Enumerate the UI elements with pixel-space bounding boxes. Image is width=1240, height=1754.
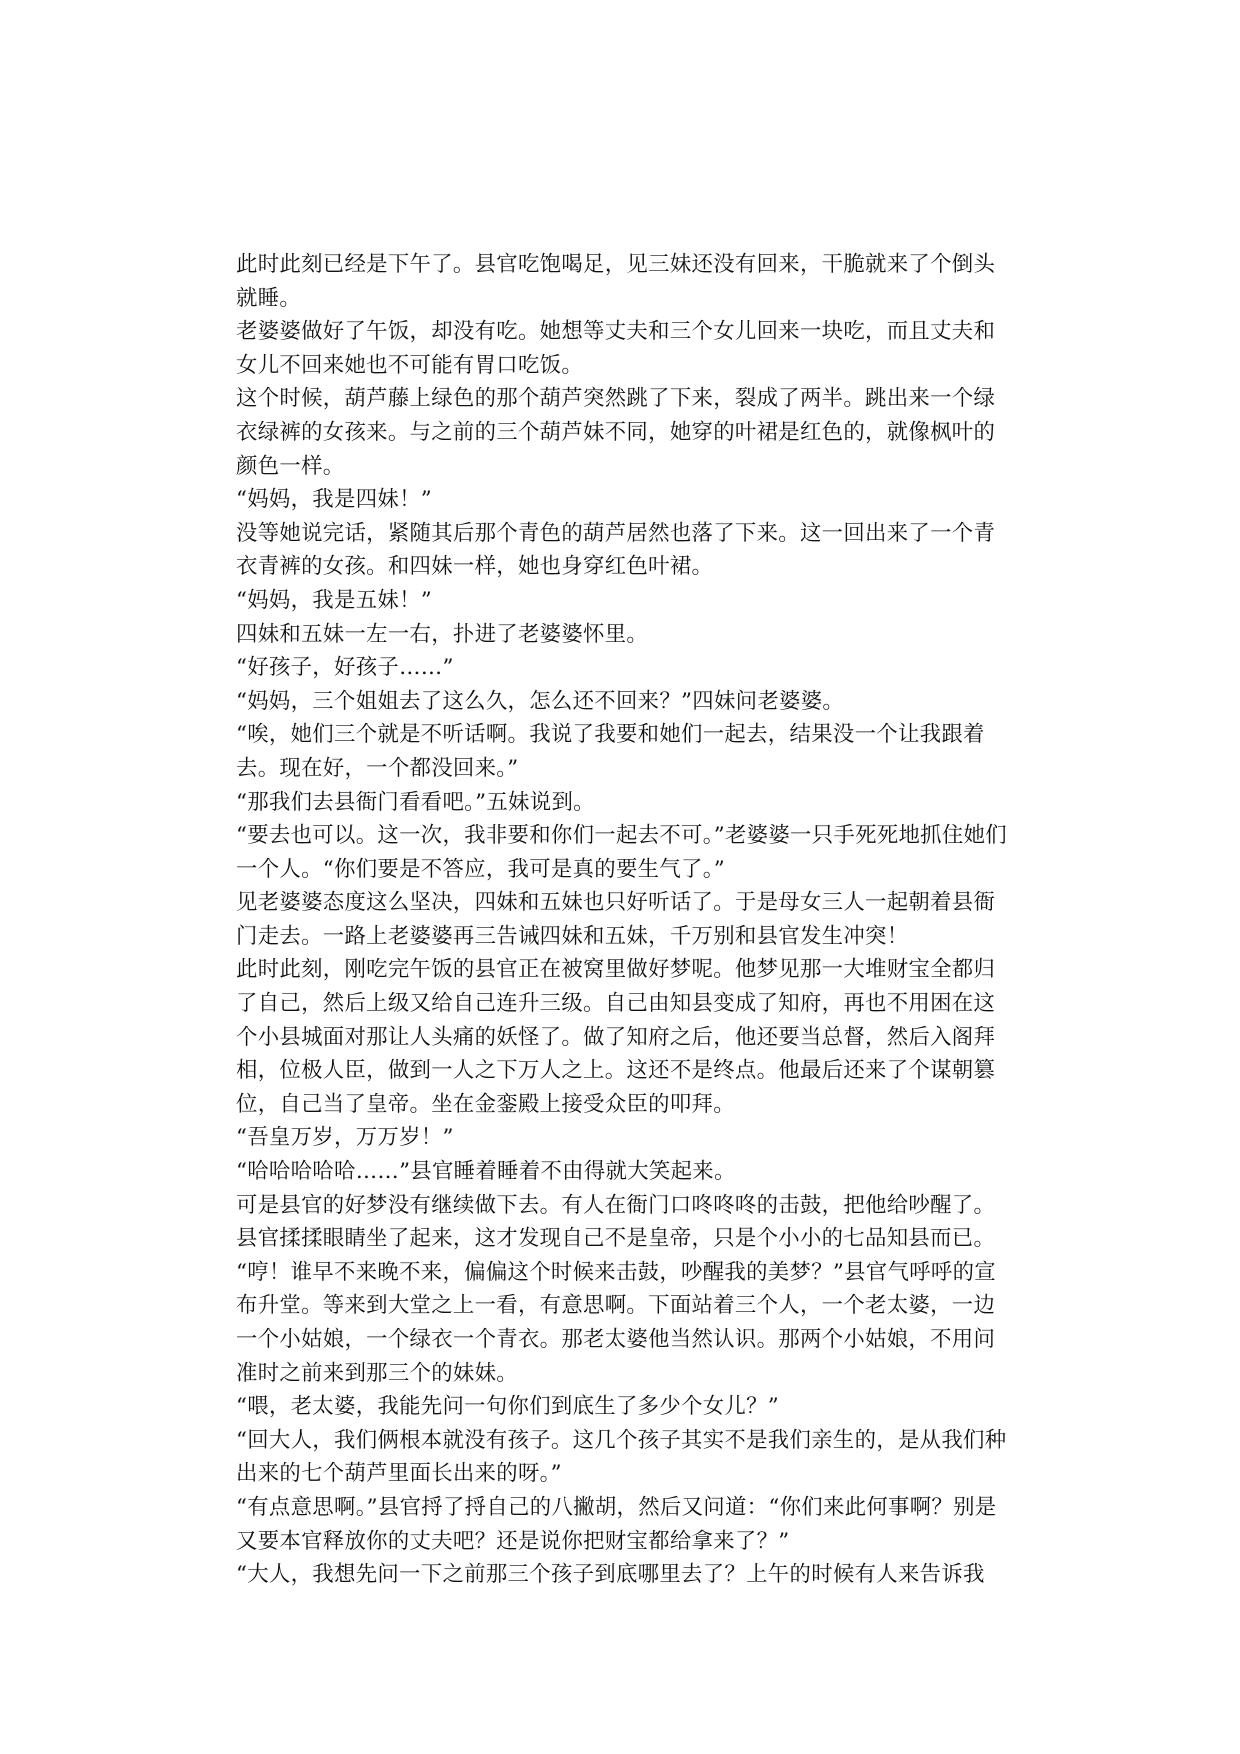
paragraph-11: “那我们去县衙门看看吧。”五妹说到。 <box>236 789 595 815</box>
paragraph-7: 四妹和五妹一左一右，扑进了老婆婆怀里。 <box>236 621 649 647</box>
paragraph-8: “好孩子，好孩子……” <box>236 655 454 681</box>
paragraph-10: “唉，她们三个就是不听话啊。我说了我要和她们一起去，结果没一个让我跟着去。现在好，一个都没回来。” <box>236 722 985 781</box>
paragraph-4: “妈妈，我是四妹！” <box>236 487 432 513</box>
story-text <box>236 248 1011 1592</box>
paragraph-23: “大人，我想先问一下之前那三个孩子到底哪里去了？上午的时候有人来告诉我 <box>236 1562 985 1588</box>
paragraph-2: 老婆婆做好了午饭，却没有吃。她想等丈夫和三个女儿回来一块吃，而且丈夫和女儿不回来她也不可能有胃口吃饭。 <box>236 319 996 378</box>
paragraph-22: “有点意思啊。”县官捋了捋自己的八撇胡，然后又问道：“你们来此何事啊？别是又要本官释放你的丈夫吧？还是说你把财宝都给拿来了？” <box>236 1494 997 1554</box>
paragraph-1: 此时此刻已经是下午了。县官吃饱喝足，见三妹还没有回来，干脆就来了个倒头就睡。 <box>236 252 996 311</box>
paragraph-14: 此时此刻，刚吃完午饭的县官正在被窝里做好梦呢。他梦见那一大堆财宝全都归了自己，然后上级又给自己连升三级。自己由知县变成了知府，再也不用困在这个小县城面对那让人头痛的妖怪了。做了知府之后，他还要当总督，然后入阁拜相，位极人臣，做到一人之下万人之上。这还不是终点。他最后还来了个谋朝篡位，自己当了皇帝。坐在金銮殿上接受众臣的叩拜。 <box>236 957 996 1117</box>
paragraph-17: 可是县官的好梦没有继续做下去。有人在衙门口咚咚咚的击鼓，把他给吵醒了。 <box>236 1192 996 1218</box>
paragraph-16: “哈哈哈哈哈……”县官睡着睡着不由得就大笑起来。 <box>236 1159 736 1185</box>
paragraph-5: 没等她说完话，紧随其后那个青色的葫芦居然也落了下来。这一回出来了一个青衣青裤的女孩。和四妹一样，她也身穿红色叶裙。 <box>236 520 996 580</box>
paragraph-12: “要去也可以。这一次，我非要和你们一起去不可。”老婆婆一只手死死地抓住她们一个人。“你们要是不答应，我可是真的要生气了。” <box>236 823 1007 882</box>
paragraph-21: “回大人，我们俩根本就没有孩子。这几个孩子其实不是我们亲生的，是从我们种出来的七个葫芦里面长出来的呀。” <box>236 1427 1007 1487</box>
paragraph-9: “妈妈，三个姐姐去了这么久，怎么还不回来？”四妹问老婆婆。 <box>236 688 845 714</box>
paragraph-6: “妈妈，我是五妹！” <box>236 587 432 613</box>
paragraph-15: “吾皇万岁，万万岁！” <box>236 1125 454 1151</box>
paragraph-18: 县官揉揉眼睛坐了起来，这才发现自己不是皇帝，只是个小小的七品知县而已。 <box>236 1226 996 1252</box>
paragraph-3: 这个时候，葫芦藤上绿色的那个葫芦突然跳了下来，裂成了两半。跳出来一个绿衣绿裤的女孩来。与之前的三个葫芦妹不同，她穿的叶裙是红色的，就像枫叶的颜色一样。 <box>236 386 996 479</box>
paragraph-13: 见老婆婆态度这么坚决，四妹和五妹也只好听话了。于是母女三人一起朝着县衙门走去。一路上老婆婆再三告诫四妹和五妹，千万别和县官发生冲突！ <box>236 890 996 949</box>
paragraph-19: “哼！谁早不来晚不来，偏偏这个时候来击鼓，吵醒我的美梦？”县官气呼呼的宣布升堂。等来到大堂之上一看，有意思啊。下面站着三个人，一个老太婆，一边一个小姑娘，一个绿衣一个青衣。那老太婆他当然认识。那两个小姑娘，不用问准时之前来到那三个的妹妹。 <box>236 1259 996 1386</box>
paragraph-20: “喂，老太婆，我能先问一句你们到底生了多少个女儿？” <box>236 1394 780 1420</box>
